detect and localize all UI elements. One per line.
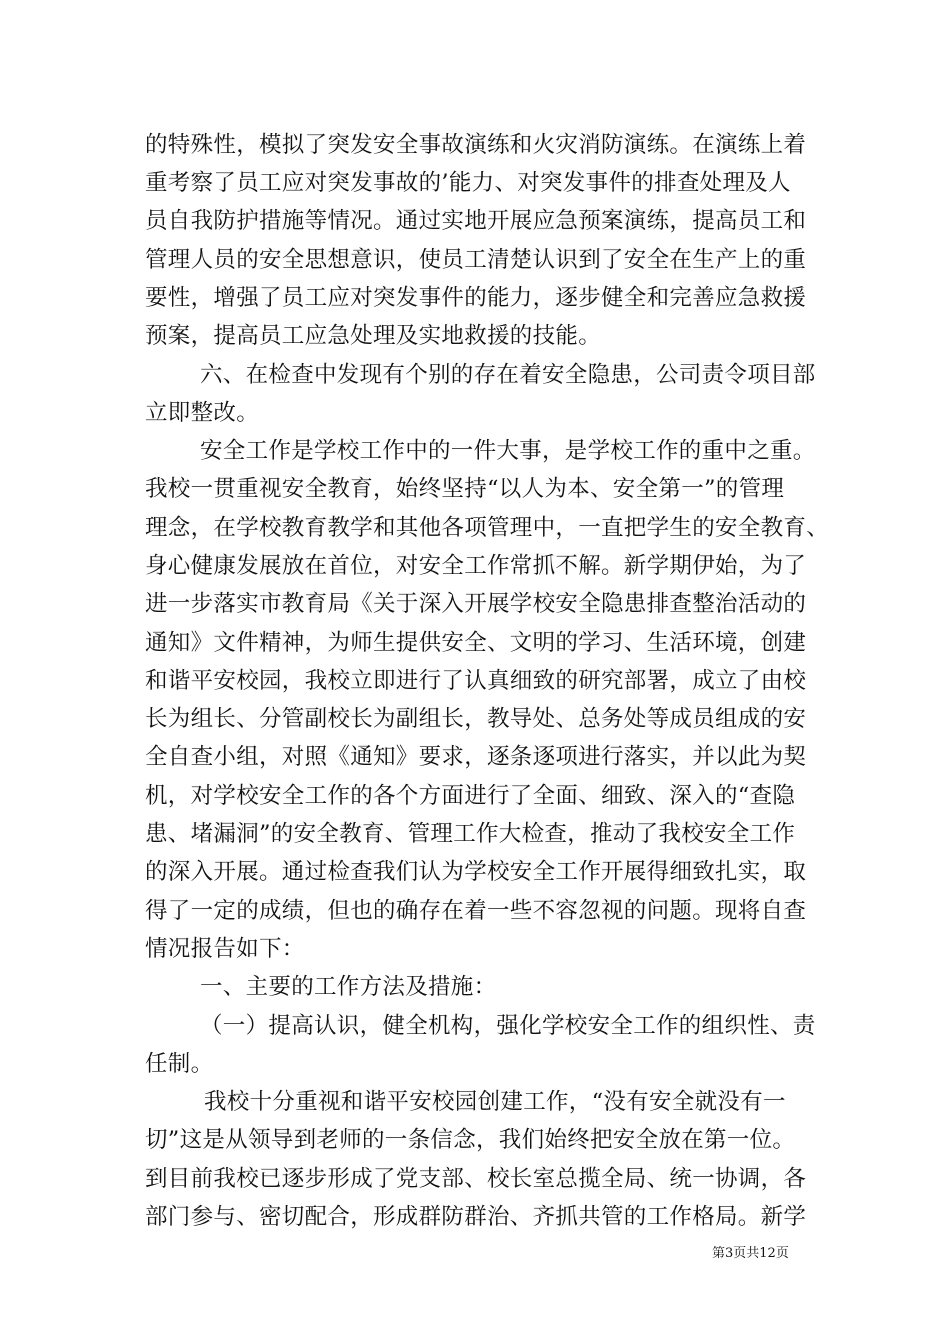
paragraph-line: 我校十分重视和谐平安校园创建工作，“没有安全就没有一 (204, 1089, 786, 1115)
paragraph-line: 安全工作是学校工作中的一件大事，是学校工作的重中之重。 (200, 438, 816, 464)
paragraph-line: 到目前我校已逐步形成了党支部、校长室总揽全局、统一协调，各 (145, 1166, 807, 1192)
paragraph-line: 身心健康发展放在首位，对安全工作常抓不解。新学期伊始，为了 (145, 553, 807, 579)
paragraph-line: 切”这是从领导到老师的一条信念，我们始终把安全放在第一位。 (145, 1127, 796, 1153)
paragraph-line: 的深入开展。通过检查我们认为学校安全工作开展得细致扎实，取 (145, 859, 807, 885)
paragraph-line: 得了一定的成绩，但也的确存在着一些不容忽视的问题。现将自查 (145, 898, 807, 924)
subsection-heading: 任制。 (145, 1051, 214, 1077)
paragraph-line: 六、在检查中发现有个别的存在着安全隐患，公司责令项目部 (200, 362, 816, 388)
paragraph-line: 要性，增强了员工应对突发事件的能力，逐步健全和完善应急救援 (145, 285, 807, 311)
paragraph-line: 通知》文件精神，为师生提供安全、文明的学习、生活环境，创建 (145, 630, 807, 656)
paragraph-line: 进一步落实市教育局《关于深入开展学校安全隐患排查整治活动的 (145, 591, 807, 617)
paragraph-line: 立即整改。 (145, 400, 260, 426)
paragraph-line: 全自查小组，对照《通知》要求，逐条逐项进行落实，并以此为契 (145, 744, 807, 770)
paragraph-line: 机，对学校安全工作的各个方面进行了全面、细致、深入的“查隐 (145, 783, 796, 809)
paragraph-line: 理念，在学校教育教学和其他各项管理中，一直把学生的安全教育、 (145, 515, 830, 541)
paragraph-line: 的特殊性，模拟了突发安全事故演练和火灾消防演练。在演练上着 (145, 132, 807, 158)
paragraph-line: 管理人员的安全思想意识，使员工清楚认识到了安全在生产上的重 (145, 247, 807, 273)
paragraph-line: 和谐平安校园，我校立即进行了认真细致的研究部署，成立了由校 (145, 668, 807, 694)
subsection-heading: （一）提高认识，健全机构，强化学校安全工作的组织性、责 (200, 1013, 816, 1039)
page-number: 第3页共12页 (712, 1246, 789, 1261)
paragraph-line: 患、堵漏洞”的安全教育、管理工作大检查，推动了我校安全工作 (145, 821, 796, 847)
paragraph-line: 预案，提高员工应急处理及实地救援的技能。 (145, 323, 602, 349)
paragraph-line: 我校一贯重视安全教育，始终坚持“以人为本、安全第一”的管理 (145, 476, 785, 502)
paragraph-line: 员自我防护措施等情况。通过实地开展应急预案演练，提高员工和 (145, 208, 807, 234)
paragraph-line: 情况报告如下： (145, 936, 305, 962)
paragraph-line: 部门参与、密切配合，形成群防群治、齐抓共管的工作格局。新学 (145, 1204, 807, 1230)
paragraph-line: 重考察了员工应对突发事故的’能力、对突发事件的排查处理及人 (145, 170, 791, 196)
section-heading: 一、主要的工作方法及措施： (200, 974, 497, 1000)
paragraph-line: 长为组长、分管副校长为副组长，教导处、总务处等成员组成的安 (145, 706, 807, 732)
